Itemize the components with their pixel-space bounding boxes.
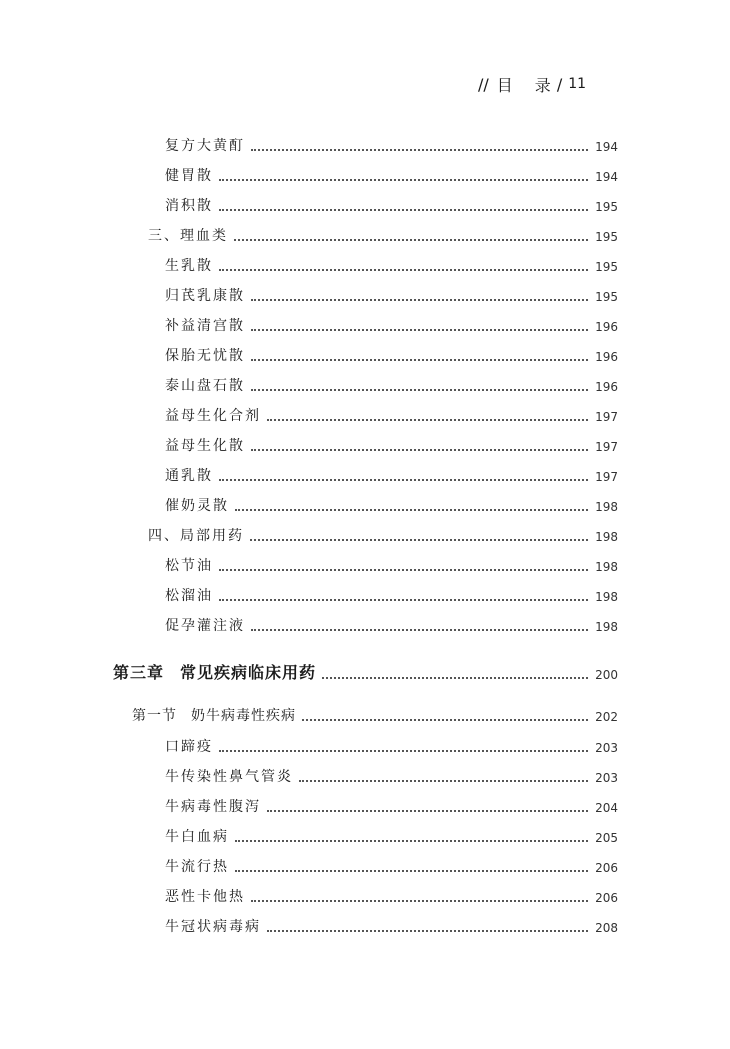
toc-entry-label: 复方大黄酊 bbox=[165, 138, 245, 154]
toc-entry bbox=[165, 134, 618, 156]
toc-entry-label: 补益清宫散 bbox=[165, 318, 245, 334]
toc-entry bbox=[165, 855, 618, 877]
toc-entry bbox=[165, 284, 618, 306]
toc-entry-page: 197 bbox=[595, 470, 618, 484]
toc-entry-page: 200 bbox=[595, 668, 618, 682]
toc-entry-page: 203 bbox=[595, 771, 618, 785]
toc-entry-page: 195 bbox=[595, 230, 618, 244]
dot-leader bbox=[267, 419, 588, 421]
toc-entry-label: 牛病毒性腹泻 bbox=[165, 799, 261, 815]
toc-subheading-label: 三、理血类 bbox=[148, 228, 228, 244]
toc-entry-page: 196 bbox=[595, 320, 618, 334]
toc-entry-label: 催奶灵散 bbox=[165, 498, 229, 514]
toc-entry-label: 牛冠状病毒病 bbox=[165, 919, 261, 935]
header-separator: / bbox=[556, 74, 563, 94]
dot-leader bbox=[219, 599, 588, 601]
dot-leader bbox=[219, 269, 588, 271]
toc-entry bbox=[165, 374, 618, 396]
toc-entry bbox=[165, 164, 618, 186]
dot-leader bbox=[251, 449, 588, 451]
chapter-number: 第三章 bbox=[113, 663, 165, 682]
toc-entry-page: 198 bbox=[595, 500, 618, 514]
dot-leader bbox=[322, 677, 588, 679]
toc-subheading-label: 四、局部用药 bbox=[148, 528, 244, 544]
dot-leader bbox=[251, 389, 588, 391]
toc-entry-page: 206 bbox=[595, 891, 618, 905]
toc-subheading bbox=[148, 524, 618, 546]
toc-entry-page: 205 bbox=[595, 831, 618, 845]
toc-entry-label: 保胎无忧散 bbox=[165, 348, 245, 364]
toc-entry bbox=[165, 494, 618, 516]
dot-leader bbox=[251, 900, 588, 902]
toc-subheading bbox=[148, 224, 618, 246]
toc-entry-page: 196 bbox=[595, 350, 618, 364]
toc-entry-page: 195 bbox=[595, 290, 618, 304]
toc-entry-label: 牛流行热 bbox=[165, 859, 229, 875]
toc-entry-label: 恶性卡他热 bbox=[165, 889, 245, 905]
dot-leader bbox=[219, 569, 588, 571]
toc-entry-label: 归芪乳康散 bbox=[165, 288, 245, 304]
toc-entry-label: 牛传染性鼻气管炎 bbox=[165, 769, 293, 785]
toc-entry bbox=[165, 194, 618, 216]
toc-entry bbox=[165, 885, 618, 907]
section-title: 奶牛病毒性疾病 bbox=[191, 708, 296, 724]
toc-entry-label: 健胃散 bbox=[165, 168, 213, 184]
toc-entry-page: 196 bbox=[595, 380, 618, 394]
toc-entry bbox=[165, 915, 618, 937]
toc-entry bbox=[165, 735, 618, 757]
toc-section-label bbox=[132, 706, 296, 726]
toc-entry-page: 195 bbox=[595, 260, 618, 274]
header-mark: // bbox=[478, 74, 489, 94]
dot-leader bbox=[235, 509, 588, 511]
header-page-number: 11 bbox=[568, 76, 587, 92]
toc-entry bbox=[165, 584, 618, 606]
dot-leader bbox=[251, 299, 588, 301]
toc-entry-page: 202 bbox=[595, 710, 618, 724]
toc-entry bbox=[165, 765, 618, 787]
toc-entry bbox=[165, 344, 618, 366]
dot-leader bbox=[251, 329, 588, 331]
dot-leader bbox=[267, 930, 588, 932]
toc-entry-label: 生乳散 bbox=[165, 258, 213, 274]
toc-entry-label: 牛白血病 bbox=[165, 829, 229, 845]
toc-entry-label: 促孕灌注液 bbox=[165, 618, 245, 634]
toc-entry-page: 204 bbox=[595, 801, 618, 815]
toc-entry-page: 197 bbox=[595, 410, 618, 424]
toc-chapter-label bbox=[113, 662, 316, 684]
toc-entry bbox=[165, 254, 618, 276]
dot-leader bbox=[235, 840, 588, 842]
dot-leader bbox=[235, 870, 588, 872]
toc-entry-page: 194 bbox=[595, 140, 618, 154]
chapter-title: 常见疾病临床用药 bbox=[180, 663, 317, 682]
dot-leader bbox=[234, 239, 588, 241]
toc-entry-label: 松溜油 bbox=[165, 588, 213, 604]
toc-entry-page: 198 bbox=[595, 620, 618, 634]
toc-section bbox=[132, 704, 618, 726]
toc-entry bbox=[165, 314, 618, 336]
toc-entry-label: 消积散 bbox=[165, 198, 213, 214]
toc-entry-page: 195 bbox=[595, 200, 618, 214]
toc-entry bbox=[165, 554, 618, 576]
dot-leader bbox=[219, 179, 588, 181]
toc-entry-label: 益母生化合剂 bbox=[165, 408, 261, 424]
dot-leader bbox=[250, 539, 588, 541]
toc-entry-label: 松节油 bbox=[165, 558, 213, 574]
dot-leader bbox=[251, 359, 588, 361]
toc-entry-page: 208 bbox=[595, 921, 618, 935]
toc-entry bbox=[165, 825, 618, 847]
toc-entry bbox=[165, 614, 618, 636]
toc-entry-label: 益母生化散 bbox=[165, 438, 245, 454]
section-number: 第一节 bbox=[132, 708, 177, 724]
header-title-part1: 目 bbox=[496, 75, 513, 95]
toc-chapter bbox=[113, 658, 618, 684]
dot-leader bbox=[251, 629, 588, 631]
toc-entry-page: 197 bbox=[595, 440, 618, 454]
dot-leader bbox=[219, 209, 588, 211]
header-title-part2: 录 bbox=[534, 75, 551, 95]
toc-entry-page: 206 bbox=[595, 861, 618, 875]
toc-entry bbox=[165, 795, 618, 817]
dot-leader bbox=[302, 719, 588, 721]
dot-leader bbox=[219, 750, 588, 752]
toc-entry-page: 198 bbox=[595, 590, 618, 604]
toc-entry-label: 通乳散 bbox=[165, 468, 213, 484]
dot-leader bbox=[219, 479, 588, 481]
toc-entry bbox=[165, 464, 618, 486]
dot-leader bbox=[267, 810, 588, 812]
toc-entry-page: 198 bbox=[595, 560, 618, 574]
toc-entry-label: 泰山盘石散 bbox=[165, 378, 245, 394]
toc-entry-page: 194 bbox=[595, 170, 618, 184]
toc-entry bbox=[165, 404, 618, 426]
toc-entry-page: 203 bbox=[595, 741, 618, 755]
dot-leader bbox=[251, 149, 588, 151]
toc-entry bbox=[165, 434, 618, 456]
toc-entry-page: 198 bbox=[595, 530, 618, 544]
toc-entry-label: 口蹄疫 bbox=[165, 739, 213, 755]
dot-leader bbox=[299, 780, 588, 782]
